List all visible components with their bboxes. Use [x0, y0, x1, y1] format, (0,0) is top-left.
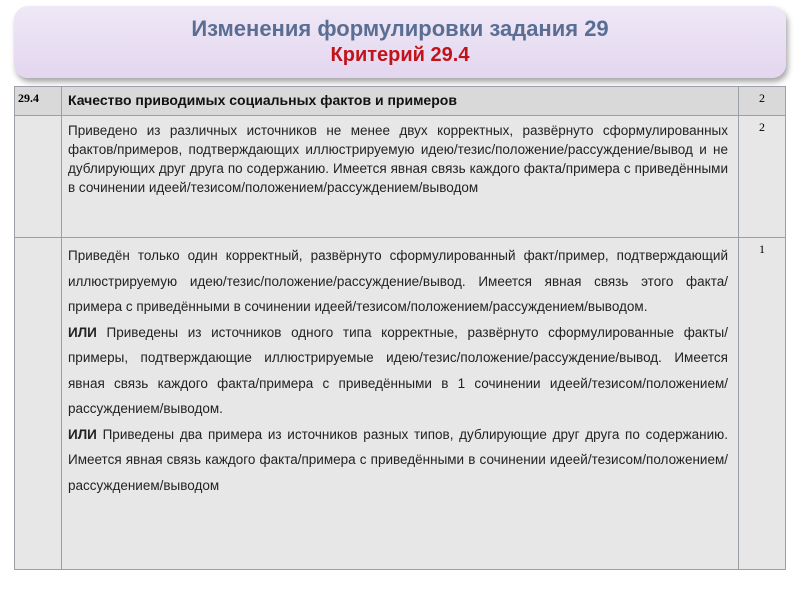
or-keyword: ИЛИ	[68, 426, 97, 442]
description-text: Приведены два примера из источников разных типов, дублирующие друг друга по содержанию. Имеется явная связь каждого факта/примера с приведёнными в сочинении идеей/тезисом/положением/рассуждением/выводом	[68, 426, 728, 493]
score-description	[62, 238, 739, 570]
description-text: Приведён только один корректный, развёрнуто сформулированный факт/пример, подтверждающий иллюстрируемую идею/тезис/положение/рассуждение/вывод. Имеется явная связь этого факта/примера с приведёнными в сочинении идеей/тезисом/положением/рассуждением/выводом.	[68, 248, 728, 314]
criterion-code: 29.4	[15, 87, 62, 116]
criterion-title: Качество приводимых социальных фактов и примеров	[62, 87, 739, 116]
criterion-subtitle: Критерий 29.4	[330, 44, 470, 66]
max-score: 2	[739, 87, 786, 116]
table-row	[15, 238, 786, 570]
page-title: Изменения формулировки задания 29	[191, 16, 609, 41]
empty-cell	[15, 116, 62, 238]
or-keyword: ИЛИ	[68, 324, 97, 340]
description-text: Приведено из различных источников не менее двух корректных, развёрнуто сформулированных фактов/примеров, подтверждающих иллюстрируемую идею/тезис/положение/рассуждение/вывод и не дублирующих друг друга по содержанию. Имеется явная связь каждого факта/примера с приведёнными в сочинении идеей/тезисом/положением/рассуждением/выводом	[68, 123, 728, 195]
table-row	[15, 116, 786, 238]
score-description	[62, 116, 739, 238]
title-banner	[14, 6, 786, 78]
criteria-table	[14, 86, 786, 570]
description-text: Приведены из источников одного типа корректные, развёрнуто сформулированные факты/примеры, подтверждающие иллюстрируемые идею/тезис/положение/рассуждение/вывод. Имеется явная связь каждого факта/примера с приведёнными в 1 сочинении идеей/тезисом/положением/рассуждением/выводом.	[68, 324, 728, 416]
alternative-paragraph	[68, 320, 728, 422]
empty-cell	[15, 238, 62, 570]
alternative-paragraph	[68, 422, 728, 499]
score-value: 1	[739, 238, 786, 570]
score-value: 2	[739, 116, 786, 238]
table-header-row	[15, 87, 786, 116]
